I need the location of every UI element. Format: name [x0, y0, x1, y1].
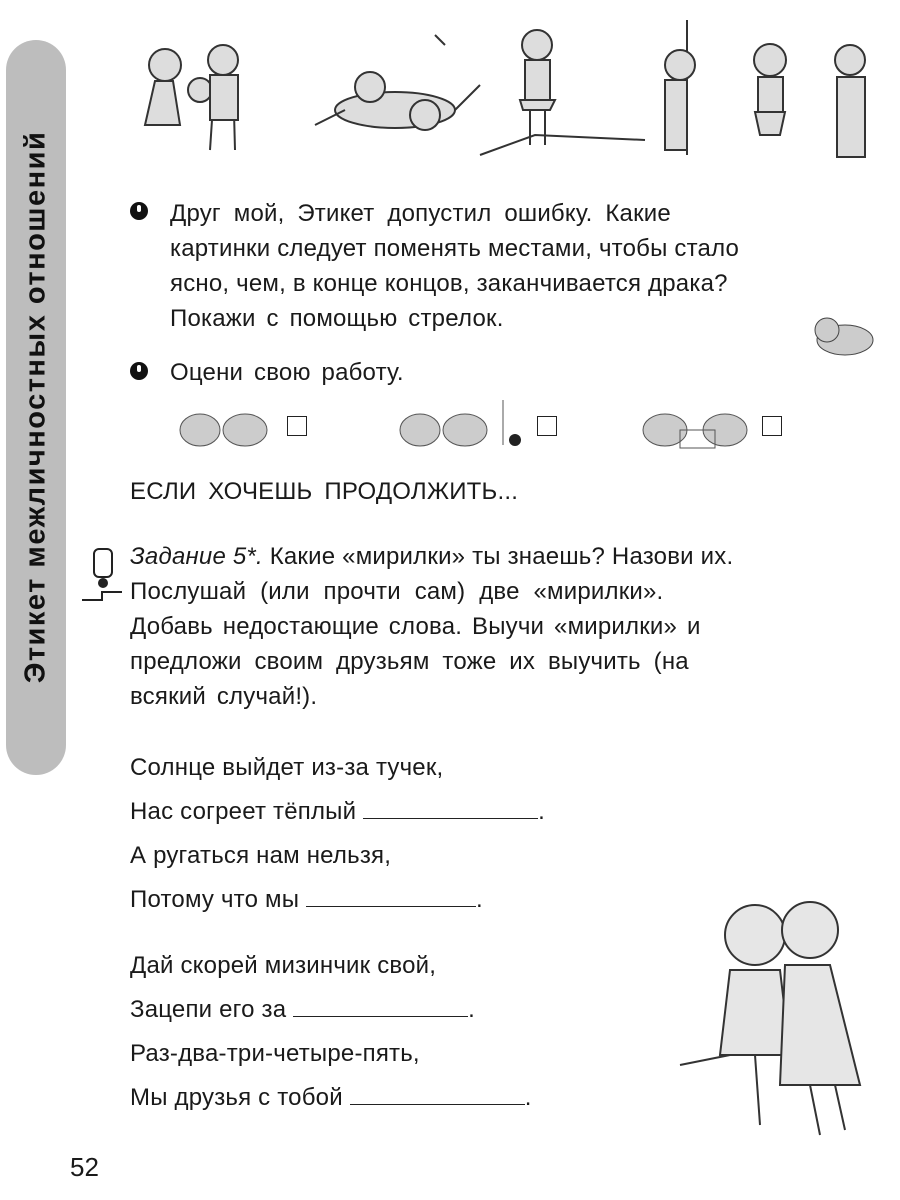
- poem2-line: Зацепи его за: [130, 996, 287, 1023]
- picture-tug-of-war: [145, 45, 238, 150]
- cats-neutral-icon: [395, 395, 530, 455]
- task-line: Добавь недостающие слова. Выучи «мирилки» и: [130, 613, 701, 640]
- picture-boy-corner: [665, 20, 695, 155]
- task-line: Какие «мирилки» ты знаешь? Назови их.: [269, 543, 734, 570]
- hugging-girls-illustration: [670, 885, 880, 1145]
- bullet-icon: [130, 362, 148, 380]
- poem1-line: Потому что мы: [130, 886, 300, 913]
- poem2-line: Раз-два-три-четыре-пять,: [130, 1040, 420, 1067]
- page-number: 52: [70, 1152, 99, 1182]
- period: .: [538, 798, 545, 825]
- cats-sad-icon: [175, 400, 285, 450]
- task-line: Послушай (или прочти сам) две «мирилки».: [130, 578, 664, 605]
- section-title: Этикет межличностных отношений: [19, 130, 52, 684]
- blank-field[interactable]: [306, 884, 476, 907]
- question1-line: Друг мой, Этикет допустил ошибку. Какие: [170, 200, 671, 227]
- picture-girl-back: [480, 30, 645, 155]
- bullet-icon: [130, 202, 148, 220]
- poem2-line: Дай скорей мизинчик свой,: [130, 952, 437, 979]
- picture-fighting-on-floor: [315, 35, 480, 130]
- question1-line: ясно, чем, в конце концов, заканчивается драка?: [170, 270, 728, 297]
- blank-field[interactable]: [293, 994, 468, 1017]
- poem2-line: Мы друзья с тобой: [130, 1084, 343, 1111]
- task-label: Задание 5*.: [130, 543, 263, 570]
- rating-checkbox-3[interactable]: [762, 416, 782, 436]
- fight-sequence-illustration: [125, 15, 895, 165]
- poem1-line: А ругаться нам нельзя,: [130, 842, 392, 869]
- period: .: [468, 996, 476, 1023]
- blank-field[interactable]: [350, 1082, 525, 1105]
- cats-happy-icon: [635, 395, 760, 455]
- section-sidebar: [6, 40, 66, 775]
- poem1-line: Солнце выйдет из-за тучек,: [130, 754, 444, 781]
- period: .: [524, 1084, 532, 1111]
- rating-checkbox-1[interactable]: [287, 416, 307, 436]
- period: .: [476, 886, 483, 913]
- cat-icon: [805, 305, 885, 365]
- etiquette-character-icon: [82, 545, 124, 605]
- rating-checkbox-2[interactable]: [537, 416, 557, 436]
- self-assessment-prompt: Оцени свою работу.: [170, 359, 404, 386]
- poem1-line: Нас согреет тёплый: [130, 798, 357, 825]
- question1-line: картинки следует поменять местами, чтобы стало: [170, 235, 740, 262]
- task-line: всякий случай!).: [130, 683, 318, 710]
- question1-line: Покажи с помощью стрелок.: [170, 305, 504, 332]
- task-line: предложи своим друзьям тоже их выучить (на: [130, 648, 689, 675]
- blank-field[interactable]: [363, 796, 538, 819]
- section-heading: ЕСЛИ ХОЧЕШЬ ПРОДОЛЖИТЬ...: [130, 478, 519, 505]
- picture-girl-boy-after: [754, 44, 865, 157]
